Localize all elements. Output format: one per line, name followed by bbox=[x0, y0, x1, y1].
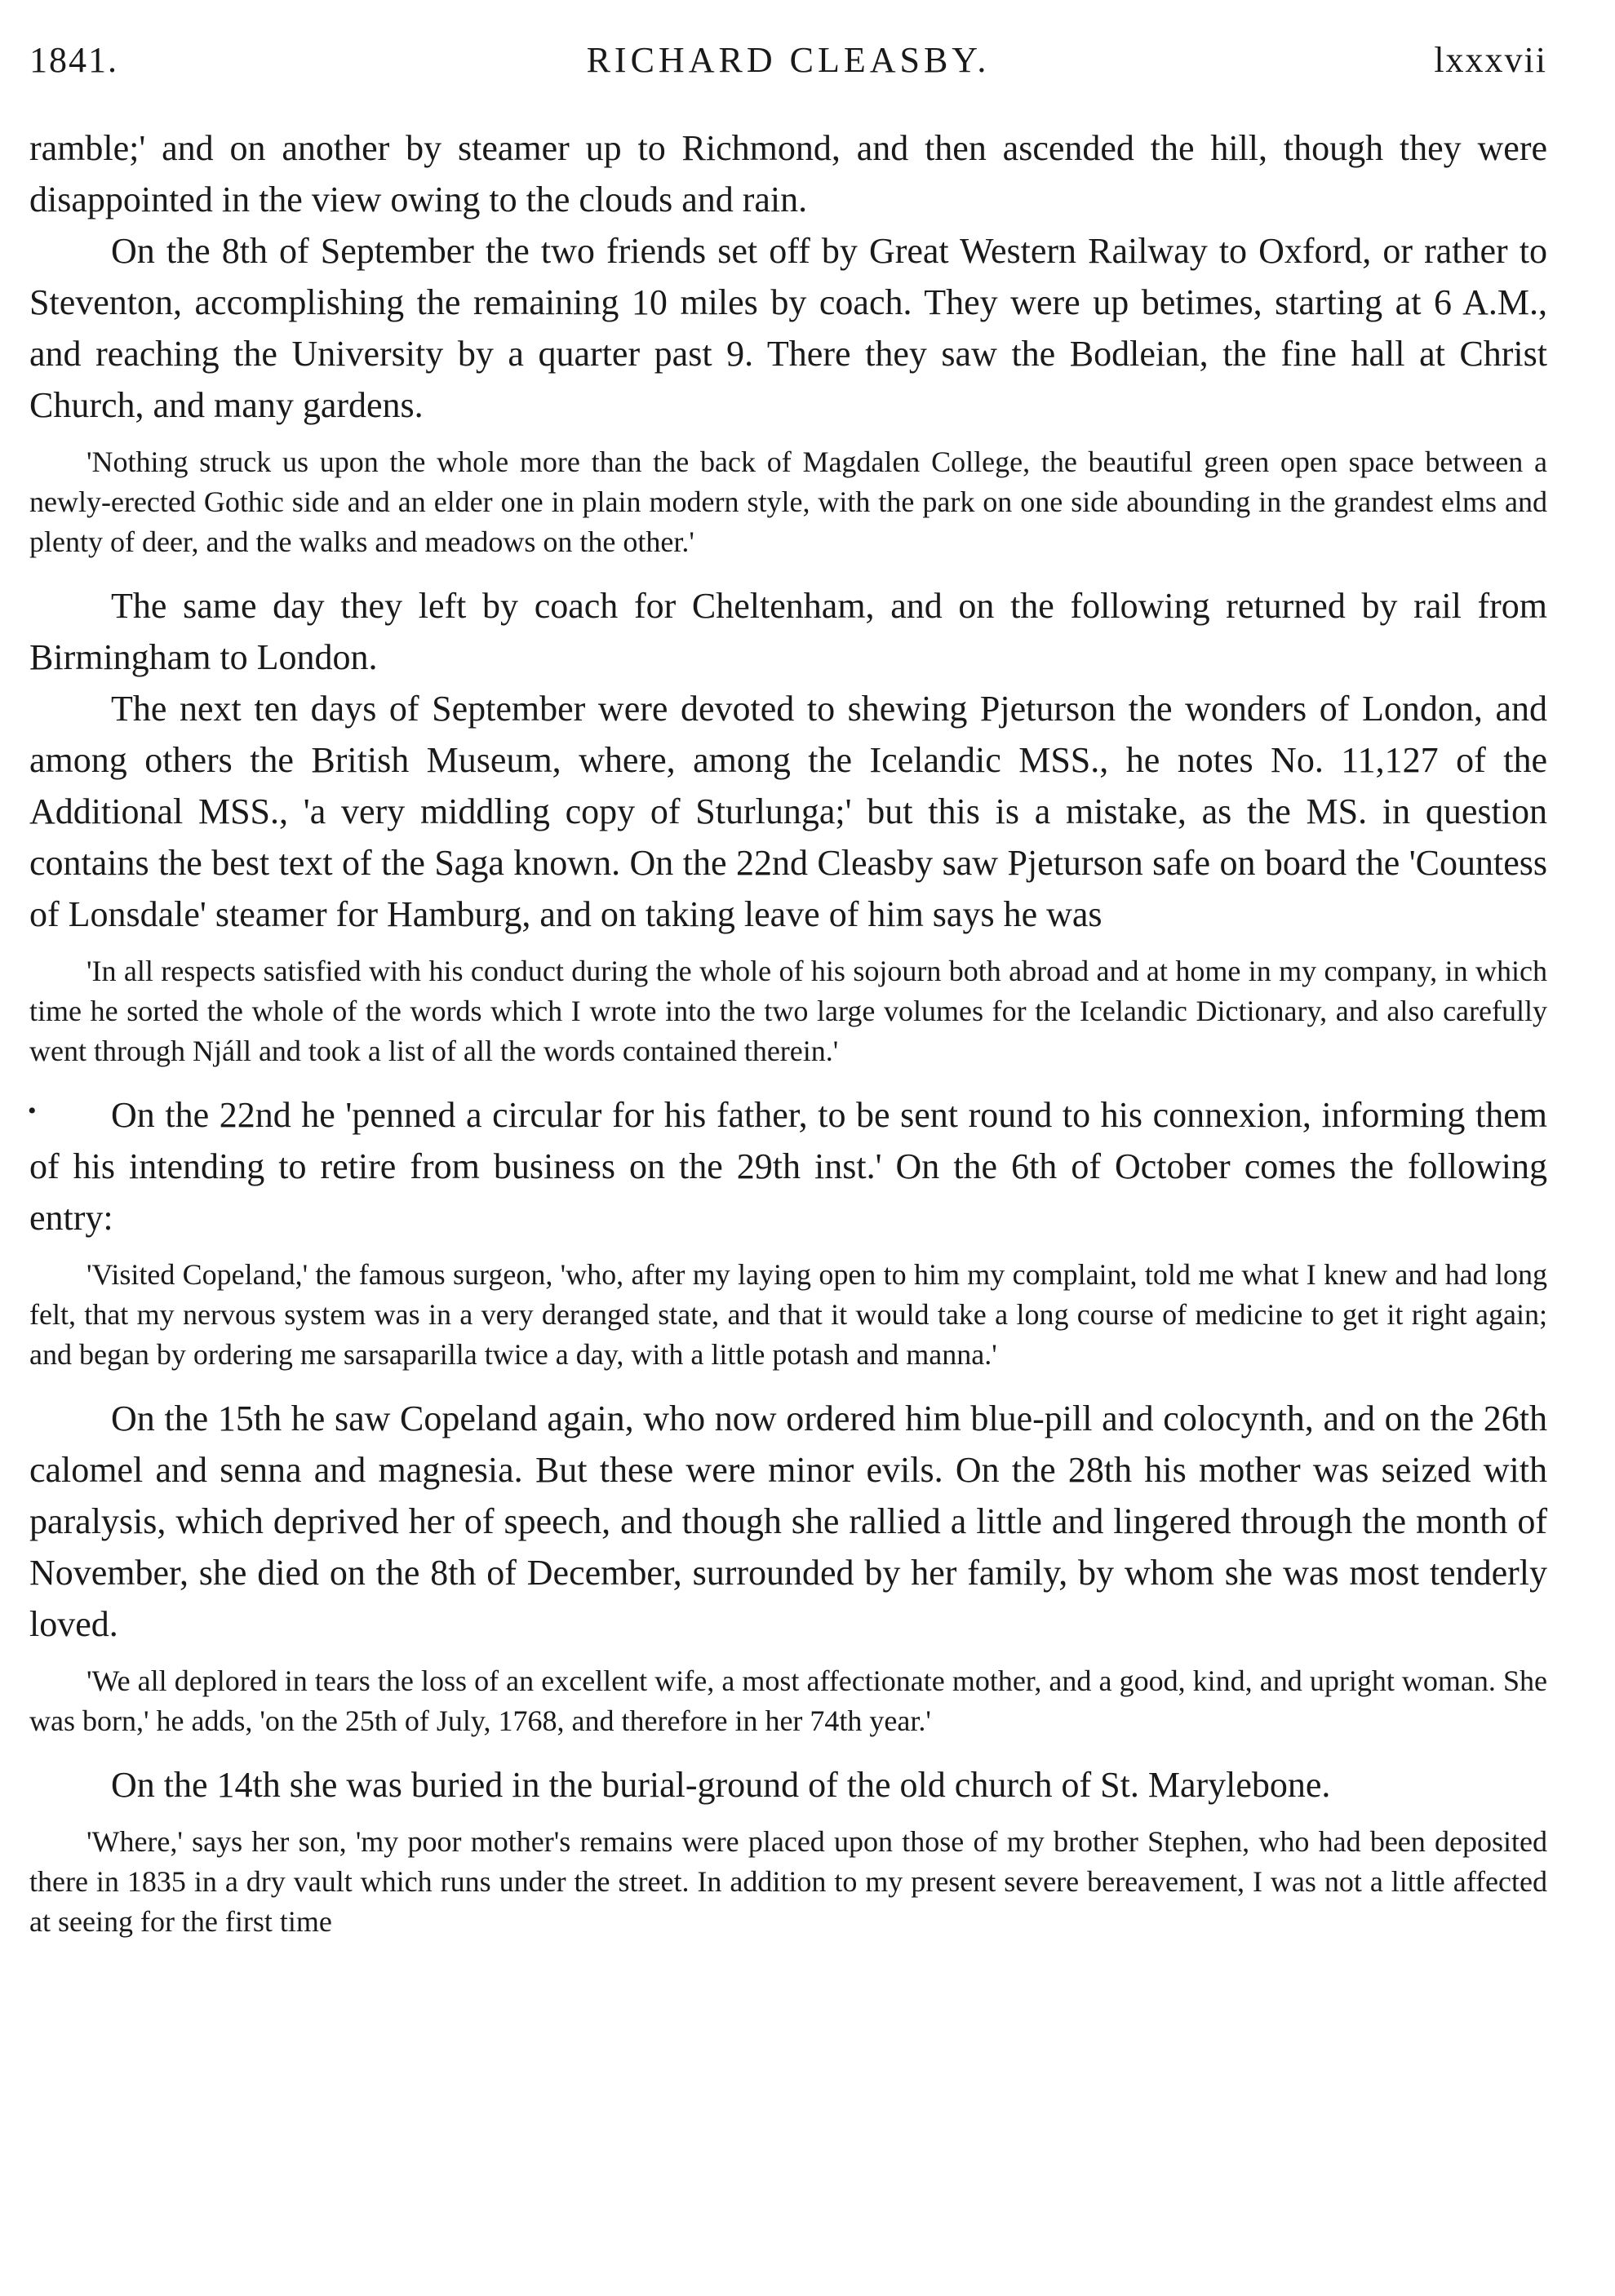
paragraph-circular-wrap bbox=[29, 1089, 1547, 1243]
quote-pjeturson: 'In all respects satisfied with his conduct during the whole of his sojourn both abroad and at home in my company, in which time he sorted the whole of the words which I wrote into the two large volumes for the Icelandic Dictionary, and also carefully went through Njáll and took a list of all the words contained therein.' bbox=[29, 955, 1547, 1067]
paragraph-mother-illness: On the 15th he saw Copeland again, who now ordered him blue-pill and colocynth, and on the 26th calomel and senna and magnesia. But these were minor evils. On the 28th his mother was seized with paralysis, which deprived her of speech, and though she rallied a little and lingered through the month of November, she died on the 8th of December, surrounded by her family, by whom she was most tenderly loved. bbox=[29, 1398, 1547, 1644]
margin-mark: • bbox=[28, 1097, 37, 1124]
body-text bbox=[29, 122, 1547, 1960]
paragraph-circular: On the 22nd he 'penned a circular for his father, to be sent round to his connexion, informing them of his intending to retire from business on the 29th inst.' On the 6th of October comes the following entry: bbox=[29, 1095, 1547, 1238]
running-head bbox=[29, 39, 1547, 88]
paragraph-oxford-trip: On the 8th of September the two friends set off by Great Western Railway to Oxford, or rather to Steventon, accomplishing the remaining 10 miles by coach. They were up betimes, starting at 6 A.M., and reaching the University by a quarter past 9. There they saw the Bodleian, the fine hall at Christ Church, and many gardens. bbox=[29, 231, 1547, 425]
header-year: 1841. bbox=[29, 40, 118, 80]
quote-copeland: 'Visited Copeland,' the famous surgeon, 'who, after my laying open to him my complaint, told me what I knew and had long felt, that my nervous system was in a very deranged state, and that it would take a long course of medicine to get it right again; and began by ordering me sarsaparilla twice a day, with a little potash and manna.' bbox=[29, 1258, 1547, 1371]
paragraph-cheltenham: The same day they left by coach for Cheltenham, and on the following returned by rail from Birmingham to London. bbox=[29, 586, 1547, 677]
page-number: lxxxvii bbox=[1434, 40, 1547, 80]
quote-vault: 'Where,' says her son, 'my poor mother's remains were placed upon those of my brother Stephen, who had been deposited there in 1835 in a dry vault which runs under the street. In addition to my present severe bereavement, I was not a little affected at seeing for the first time bbox=[29, 1825, 1547, 1938]
quote-magdalen: 'Nothing struck us upon the whole more than the back of Magdalen College, the beautiful green open space between a newly-erected Gothic side and an elder one in plain modern style, with the park on one side abounding in the grandest elms and plenty of deer, and the walks and meadows on the other.' bbox=[29, 445, 1547, 558]
header-title: RICHARD CLEASBY. bbox=[586, 40, 991, 80]
paragraph-london-wonders: The next ten days of September were devoted to shewing Pjeturson the wonders of London, and among others the British Museum, where, among the Icelandic MSS., he notes No. 11,127 of the Additional MSS., 'a very middling copy of Sturlunga;' but this is a mistake, as the MS. in question contains the best text of the Saga known. On the 22nd Cleasby saw Pjeturson safe on board the 'Countess of Lonsdale' steamer for Hamburg, and on taking leave of him says he was bbox=[29, 689, 1547, 934]
quote-mother-death: 'We all deplored in tears the loss of an excellent wife, a most affectionate mother, and a good, kind, and upright woman. She was born,' he adds, 'on the 25th of July, 1768, and therefore in her 74th year.' bbox=[29, 1664, 1547, 1737]
paragraph-ramble: ramble;' and on another by steamer up to Richmond, and then ascended the hill, though they were disappointed in the view owing to the clouds and rain. bbox=[29, 128, 1547, 219]
paragraph-burial: On the 14th she was buried in the burial-ground of the old church of St. Marylebone. bbox=[111, 1765, 1331, 1805]
